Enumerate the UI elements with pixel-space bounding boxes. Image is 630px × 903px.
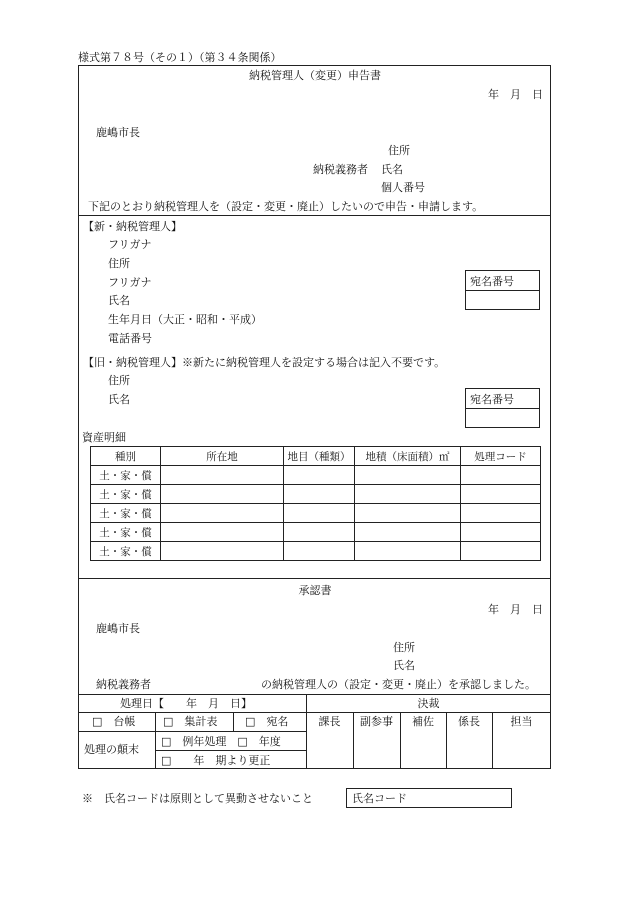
new-agent-name-label: 氏名 <box>108 294 130 307</box>
col-type: 種別 <box>91 447 161 466</box>
taxpayer-number-label: 個人番号 <box>381 181 425 194</box>
date-label: 年 月 日 <box>488 88 543 101</box>
area-cell[interactable] <box>355 523 461 542</box>
name-code-label: 氏名コード <box>352 792 407 805</box>
table-row <box>91 504 541 523</box>
area-cell[interactable] <box>355 466 461 485</box>
assets-heading: 資産明細 <box>82 431 126 444</box>
approval-taxpayer-label: 納税義務者 <box>96 678 151 691</box>
closing-line-2[interactable]: □ 年 期より更正 <box>161 754 271 767</box>
category-cell[interactable] <box>284 523 355 542</box>
form-number: 様式第７８号（その１）（第３４条関係） <box>78 51 282 64</box>
closing-label: 処理の顛末 <box>84 743 139 756</box>
row-type-cell: 土・家・償 <box>91 466 161 485</box>
taxpayer-address-label: 住所 <box>388 144 410 157</box>
col-area: 地積（床面積）㎡ <box>355 447 461 466</box>
old-agent-heading: 【旧・納税管理人】※新たに納税管理人を設定する場合は記入不要です。 <box>83 356 446 369</box>
old-agent-atena-label: 宛名番号 <box>470 393 514 406</box>
divider-1 <box>78 215 551 216</box>
role-deputy: 副参事 <box>360 715 393 728</box>
code-cell[interactable] <box>461 504 541 523</box>
form-title: 納税管理人（変更）申告書 <box>249 69 381 82</box>
table-row <box>91 542 541 561</box>
table-row <box>91 466 541 485</box>
new-agent-heading: 【新・納税管理人】 <box>83 220 182 233</box>
old-agent-address-label: 住所 <box>108 374 130 387</box>
table-row <box>91 523 541 542</box>
category-cell[interactable] <box>284 504 355 523</box>
approval-addressee: 鹿嶋市長 <box>96 622 140 635</box>
col-processing-code: 処理コード <box>461 447 541 466</box>
processing-date-label: 処理日【 年 月 日】 <box>120 697 252 710</box>
role-staff: 担当 <box>510 715 533 728</box>
approval-title: 承認書 <box>298 584 332 597</box>
addressee: 鹿嶋市長 <box>96 126 140 139</box>
row-type-cell: 土・家・償 <box>91 504 161 523</box>
approval-statement: の納税管理人の（設定・変更・廃止）を承認しました。 <box>261 678 536 691</box>
row-type-cell: 土・家・償 <box>91 523 161 542</box>
new-agent-atena-label: 宛名番号 <box>470 275 514 288</box>
check-ledger[interactable]: □ 台帳 <box>92 715 136 728</box>
role-subsection-chief: 係長 <box>458 715 480 728</box>
location-cell[interactable] <box>161 542 284 561</box>
table-row <box>91 485 541 504</box>
new-agent-address-label: 住所 <box>108 257 130 270</box>
row-type-cell: 土・家・償 <box>91 485 161 504</box>
check-address[interactable]: □ 宛名 <box>245 715 289 728</box>
category-cell[interactable] <box>284 485 355 504</box>
col-land-category: 地目（種類） <box>284 447 355 466</box>
code-cell[interactable] <box>461 466 541 485</box>
code-cell[interactable] <box>461 523 541 542</box>
taxpayer-name-label: 氏名 <box>381 163 403 176</box>
location-cell[interactable] <box>161 466 284 485</box>
col-location: 所在地 <box>161 447 284 466</box>
location-cell[interactable] <box>161 523 284 542</box>
code-cell[interactable] <box>461 542 541 561</box>
old-agent-name-label: 氏名 <box>108 393 130 406</box>
location-cell[interactable] <box>161 485 284 504</box>
area-cell[interactable] <box>355 485 461 504</box>
statement-text: 下記のとおり納税管理人を（設定・変更・廃止）したいので申告・申請します。 <box>88 200 484 213</box>
category-cell[interactable] <box>284 466 355 485</box>
taxpayer-role-label: 納税義務者 <box>313 163 368 176</box>
new-agent-phone-label: 電話番号 <box>108 332 152 345</box>
area-cell[interactable] <box>355 504 461 523</box>
code-cell[interactable] <box>461 485 541 504</box>
divider-2 <box>78 578 551 579</box>
role-assistant: 補佐 <box>412 715 434 728</box>
assets-table <box>90 446 541 561</box>
approval-address-label: 住所 <box>393 641 415 654</box>
check-summary[interactable]: □ 集計表 <box>163 715 218 728</box>
new-agent-furigana-label: フリガナ <box>108 238 152 251</box>
category-cell[interactable] <box>284 542 355 561</box>
approval-name-label: 氏名 <box>393 659 415 672</box>
role-section-chief: 課長 <box>318 715 341 728</box>
row-type-cell: 土・家・償 <box>91 542 161 561</box>
area-cell[interactable] <box>355 542 461 561</box>
approval-date-label: 年 月 日 <box>488 603 543 616</box>
location-cell[interactable] <box>161 504 284 523</box>
new-agent-furigana-label-2: フリガナ <box>108 276 152 289</box>
footer-note: ※ 氏名コードは原則として異動させないこと <box>82 792 313 805</box>
closing-line-1[interactable]: □ 例年処理 □ 年度 <box>161 735 281 748</box>
new-agent-birth-label: 生年月日（大正・昭和・平成） <box>108 313 262 326</box>
assets-header-row <box>91 447 541 466</box>
decision-label: 決裁 <box>417 697 440 710</box>
